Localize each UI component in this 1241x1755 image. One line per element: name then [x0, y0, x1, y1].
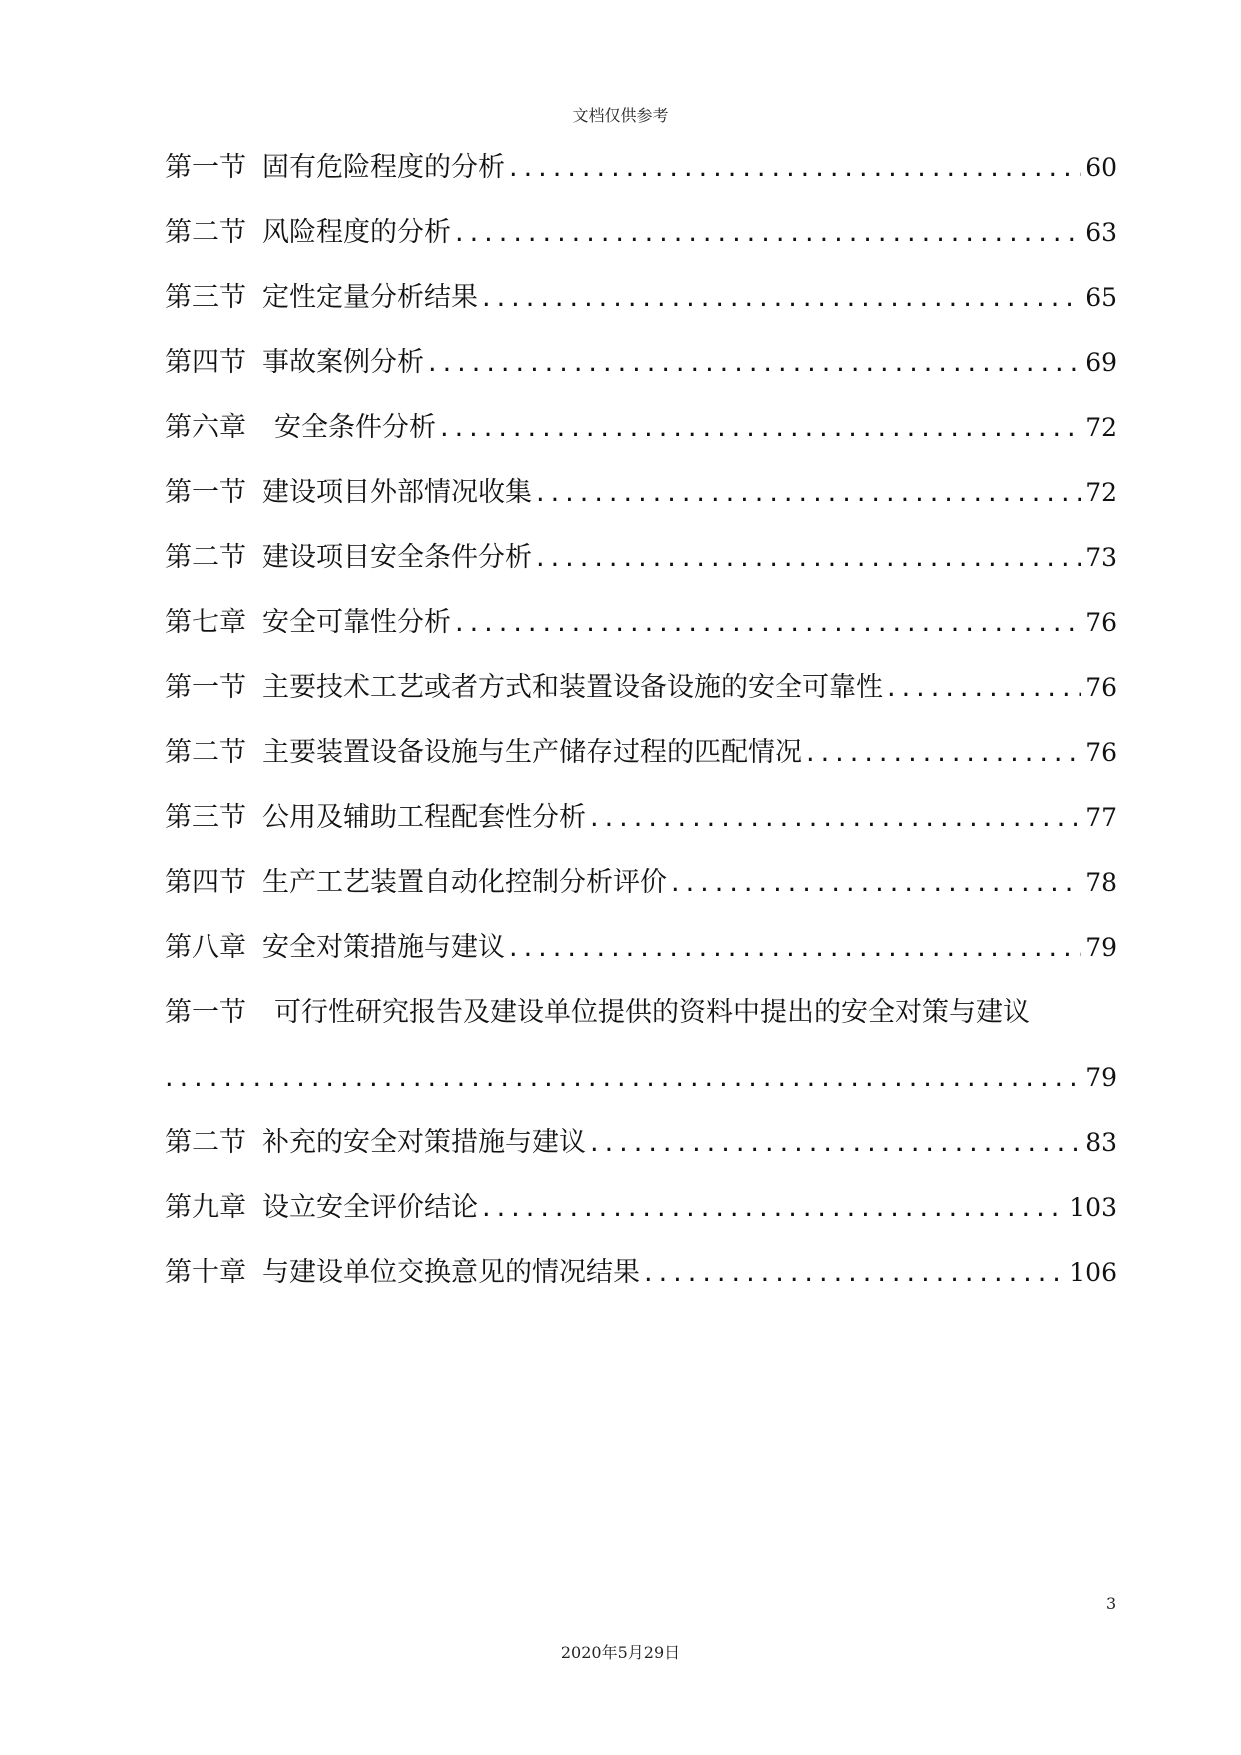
- toc-leader-dots: [165, 1045, 1081, 1110]
- toc-leader-dots: [806, 720, 1081, 785]
- toc-entry-page: 63: [1085, 218, 1117, 247]
- toc-entry-number: 第二节: [165, 542, 246, 573]
- toc-entry[interactable]: [165, 850, 1117, 915]
- toc-entry[interactable]: [165, 525, 1117, 590]
- toc-entry-number: 第九章: [165, 1192, 246, 1223]
- toc-entry-number: 第八章: [165, 932, 246, 963]
- toc-leader-dots: [671, 850, 1081, 915]
- page-number: 3: [1106, 1594, 1117, 1613]
- toc-leader-dots: [644, 1240, 1065, 1305]
- toc-entry-page: 72: [1085, 478, 1117, 507]
- table-of-contents: [165, 135, 1117, 1305]
- toc-entry-page: 78: [1085, 868, 1117, 897]
- toc-entry-page: 83: [1085, 1128, 1117, 1157]
- toc-entry-title: 安全可靠性分析: [262, 607, 451, 638]
- toc-entry[interactable]: [165, 265, 1117, 330]
- toc-entry-number: 第二节: [165, 217, 246, 248]
- toc-entry[interactable]: [165, 460, 1117, 525]
- toc-entry-number: 第二节: [165, 1127, 246, 1158]
- toc-entry-title: 安全条件分析: [274, 412, 436, 443]
- toc-entry[interactable]: [165, 200, 1117, 265]
- toc-entry-title: 生产工艺装置自动化控制分析评价: [262, 867, 667, 898]
- toc-entry[interactable]: [165, 980, 1117, 1045]
- toc-entry-number: 第一节: [165, 672, 246, 703]
- toc-entry-number: 第三节: [165, 282, 246, 313]
- toc-entry-page: 76: [1085, 673, 1117, 702]
- page-header: 文档仅供参考: [572, 106, 669, 125]
- toc-entry-chapter[interactable]: [165, 915, 1117, 980]
- toc-entry-title: 安全对策措施与建议: [262, 932, 505, 963]
- toc-entry-title: 建设项目安全条件分析: [262, 542, 532, 573]
- toc-entry-chapter[interactable]: [165, 1175, 1117, 1240]
- toc-entry-page: 65: [1085, 283, 1117, 312]
- toc-leader-dots: [509, 915, 1081, 980]
- toc-entry-page: 76: [1085, 608, 1117, 637]
- toc-leader-dots: [590, 1110, 1081, 1175]
- toc-entry-number: 第二节: [165, 737, 246, 768]
- toc-entry-continuation[interactable]: [165, 1045, 1117, 1110]
- toc-entry-title: 固有危险程度的分析: [262, 152, 505, 183]
- toc-entry-page: 106: [1069, 1258, 1117, 1287]
- toc-entry-number: 第七章: [165, 607, 246, 638]
- toc-entry-title: 公用及辅助工程配套性分析: [262, 802, 586, 833]
- toc-entry[interactable]: [165, 655, 1117, 720]
- toc-leader-dots: [455, 590, 1081, 655]
- toc-entry-number: 第十章: [165, 1257, 246, 1288]
- toc-entry-page: 77: [1085, 803, 1117, 832]
- toc-entry-page: 69: [1085, 348, 1117, 377]
- toc-entry-chapter[interactable]: [165, 590, 1117, 655]
- toc-leader-dots: [428, 330, 1081, 395]
- toc-entry-page: 73: [1085, 543, 1117, 572]
- toc-leader-dots: [590, 785, 1081, 850]
- toc-entry-title: 定性定量分析结果: [262, 282, 478, 313]
- toc-entry-number: 第六章: [165, 412, 246, 443]
- toc-entry-page: 79: [1085, 1063, 1117, 1092]
- toc-entry-page: 72: [1085, 413, 1117, 442]
- toc-entry-title: 事故案例分析: [262, 347, 424, 378]
- toc-entry-title: 主要技术工艺或者方式和装置设备设施的安全可靠性: [262, 672, 883, 703]
- toc-entry-chapter[interactable]: [165, 395, 1117, 460]
- toc-leader-dots: [536, 460, 1081, 525]
- toc-leader-dots: [887, 655, 1081, 720]
- toc-entry-page: 79: [1085, 933, 1117, 962]
- toc-entry[interactable]: [165, 1110, 1117, 1175]
- toc-entry-title: 设立安全评价结论: [262, 1192, 478, 1223]
- toc-entry[interactable]: [165, 720, 1117, 785]
- toc-entry-number: 第四节: [165, 347, 246, 378]
- toc-entry-page: 76: [1085, 738, 1117, 767]
- toc-entry-title: 与建设单位交换意见的情况结果: [262, 1257, 640, 1288]
- toc-entry-number: 第一节: [165, 997, 246, 1028]
- toc-leader-dots: [536, 525, 1081, 590]
- toc-leader-dots: [455, 200, 1081, 265]
- toc-entry[interactable]: [165, 330, 1117, 395]
- toc-entry-number: 第三节: [165, 802, 246, 833]
- page-footer-date: 2020年5月29日: [560, 1643, 681, 1662]
- toc-leader-dots: [440, 395, 1081, 460]
- toc-entry-number: 第一节: [165, 477, 246, 508]
- toc-entry-number: 第一节: [165, 152, 246, 183]
- toc-entry-number: 第四节: [165, 867, 246, 898]
- toc-entry-title: 主要装置设备设施与生产储存过程的匹配情况: [262, 737, 802, 768]
- toc-entry-title: 可行性研究报告及建设单位提供的资料中提出的安全对策与建议: [274, 997, 1030, 1028]
- toc-entry-chapter[interactable]: [165, 1240, 1117, 1305]
- toc-entry-page: 103: [1069, 1193, 1117, 1222]
- toc-leader-dots: [482, 265, 1081, 330]
- toc-entry-title: 风险程度的分析: [262, 217, 451, 248]
- toc-leader-dots: [482, 1175, 1065, 1240]
- toc-entry-title: 建设项目外部情况收集: [262, 477, 532, 508]
- toc-entry[interactable]: [165, 785, 1117, 850]
- toc-entry-page: 60: [1085, 153, 1117, 182]
- toc-entry[interactable]: [165, 135, 1117, 200]
- toc-entry-title: 补充的安全对策措施与建议: [262, 1127, 586, 1158]
- toc-leader-dots: [509, 135, 1081, 200]
